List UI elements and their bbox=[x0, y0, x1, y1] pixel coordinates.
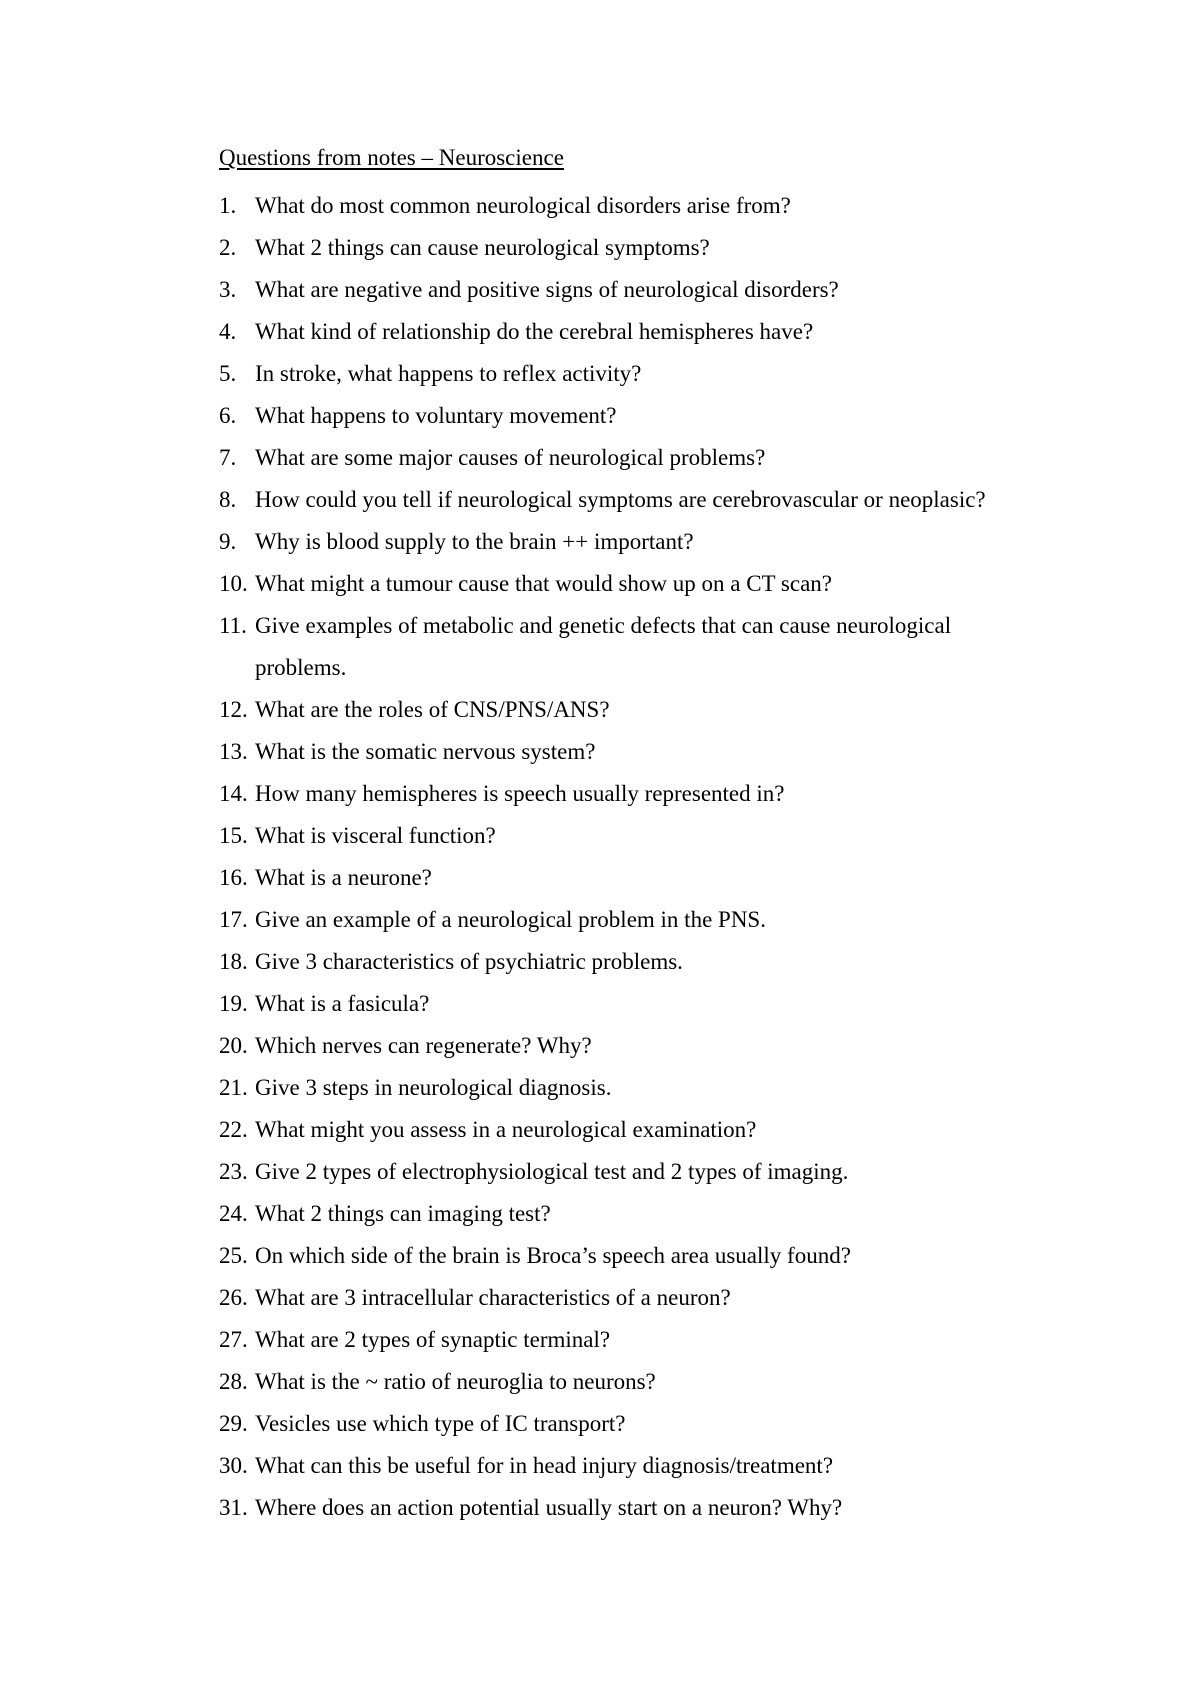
question-text: What can this be useful for in head injury diagnosis/treatment? bbox=[255, 1453, 834, 1478]
question-number: 4. bbox=[219, 319, 237, 344]
question-number: 24. bbox=[219, 1201, 248, 1226]
question-text: What is visceral function? bbox=[255, 823, 496, 848]
question-number: 5. bbox=[219, 361, 237, 386]
question-number: 2. bbox=[219, 235, 237, 260]
question-text: What is a fasicula? bbox=[255, 991, 430, 1016]
question-item bbox=[219, 857, 1039, 899]
question-item bbox=[219, 899, 1039, 941]
question-item bbox=[219, 521, 1039, 563]
question-number: 28. bbox=[219, 1369, 248, 1394]
question-item bbox=[219, 395, 1039, 437]
question-text: How many hemispheres is speech usually represented in? bbox=[255, 781, 785, 806]
question-text: What is the somatic nervous system? bbox=[255, 739, 596, 764]
question-number: 7. bbox=[219, 445, 237, 470]
question-number: 12. bbox=[219, 697, 248, 722]
question-item bbox=[219, 437, 1039, 479]
question-text: What are 2 types of synaptic terminal? bbox=[255, 1327, 611, 1352]
question-number: 20. bbox=[219, 1033, 248, 1058]
question-number: 30. bbox=[219, 1453, 248, 1478]
question-text: What 2 things can imaging test? bbox=[255, 1201, 551, 1226]
question-number: 22. bbox=[219, 1117, 248, 1142]
question-text: Give examples of metabolic and genetic defects that can cause neurological problems. bbox=[255, 613, 952, 680]
question-item bbox=[219, 1361, 1039, 1403]
question-item bbox=[219, 479, 1039, 521]
question-text: What kind of relationship do the cerebral hemispheres have? bbox=[255, 319, 814, 344]
question-item bbox=[219, 269, 1039, 311]
question-item bbox=[219, 773, 1039, 815]
question-item bbox=[219, 1403, 1039, 1445]
question-item bbox=[219, 1151, 1039, 1193]
question-number: 10. bbox=[219, 571, 248, 596]
question-item bbox=[219, 731, 1039, 773]
question-number: 29. bbox=[219, 1411, 248, 1436]
question-item bbox=[219, 227, 1039, 269]
question-item bbox=[219, 941, 1039, 983]
question-item bbox=[219, 1235, 1039, 1277]
question-item bbox=[219, 815, 1039, 857]
question-number: 26. bbox=[219, 1285, 248, 1310]
question-text: What 2 things can cause neurological symptoms? bbox=[255, 235, 710, 260]
question-number: 25. bbox=[219, 1243, 248, 1268]
question-text: What is a neurone? bbox=[255, 865, 432, 890]
question-item bbox=[219, 1487, 1039, 1529]
question-item bbox=[219, 1025, 1039, 1067]
question-item bbox=[219, 1319, 1039, 1361]
question-number: 21. bbox=[219, 1075, 248, 1100]
question-number: 27. bbox=[219, 1327, 248, 1352]
question-number: 1. bbox=[219, 193, 237, 218]
question-text: Which nerves can regenerate? Why? bbox=[255, 1033, 592, 1058]
question-number: 19. bbox=[219, 991, 248, 1016]
question-number: 14. bbox=[219, 781, 248, 806]
question-text: What are negative and positive signs of neurological disorders? bbox=[255, 277, 839, 302]
question-text: Give an example of a neurological problem in the PNS. bbox=[255, 907, 766, 932]
question-text: What are the roles of CNS/PNS/ANS? bbox=[255, 697, 610, 722]
question-number: 13. bbox=[219, 739, 248, 764]
question-item bbox=[219, 185, 1039, 227]
question-text: What do most common neurological disorders arise from? bbox=[255, 193, 791, 218]
question-text: What are 3 intracellular characteristics of a neuron? bbox=[255, 1285, 731, 1310]
question-item bbox=[219, 1109, 1039, 1151]
question-text: Give 3 characteristics of psychiatric problems. bbox=[255, 949, 683, 974]
question-item bbox=[219, 1193, 1039, 1235]
question-item bbox=[219, 1277, 1039, 1319]
question-text: What are some major causes of neurological problems? bbox=[255, 445, 766, 470]
question-item bbox=[219, 563, 1039, 605]
question-number: 3. bbox=[219, 277, 237, 302]
question-text: Why is blood supply to the brain ++ important? bbox=[255, 529, 694, 554]
question-item bbox=[219, 1067, 1039, 1109]
question-text: What might a tumour cause that would show up on a CT scan? bbox=[255, 571, 833, 596]
question-text: On which side of the brain is Broca’s speech area usually found? bbox=[255, 1243, 851, 1268]
question-text: Where does an action potential usually start on a neuron? Why? bbox=[255, 1495, 843, 1520]
question-item bbox=[219, 689, 1039, 731]
question-list bbox=[219, 185, 1039, 1529]
question-number: 17. bbox=[219, 907, 248, 932]
question-text: Vesicles use which type of IC transport? bbox=[255, 1411, 626, 1436]
question-item bbox=[219, 1445, 1039, 1487]
question-number: 16. bbox=[219, 865, 248, 890]
question-text: What happens to voluntary movement? bbox=[255, 403, 617, 428]
question-number: 31. bbox=[219, 1495, 248, 1520]
question-text: Give 2 types of electrophysiological test and 2 types of imaging. bbox=[255, 1159, 849, 1184]
document-title: Questions from notes – Neuroscience bbox=[219, 145, 564, 170]
question-text: What is the ~ ratio of neuroglia to neurons? bbox=[255, 1369, 656, 1394]
question-number: 18. bbox=[219, 949, 248, 974]
question-number: 15. bbox=[219, 823, 248, 848]
question-item bbox=[219, 353, 1039, 395]
question-number: 8. bbox=[219, 487, 237, 512]
question-item bbox=[219, 311, 1039, 353]
question-text: What might you assess in a neurological examination? bbox=[255, 1117, 757, 1142]
question-item bbox=[219, 983, 1039, 1025]
question-number: 11. bbox=[219, 613, 247, 638]
question-number: 23. bbox=[219, 1159, 248, 1184]
question-text: In stroke, what happens to reflex activity? bbox=[255, 361, 642, 386]
question-number: 6. bbox=[219, 403, 237, 428]
question-item bbox=[219, 605, 1039, 689]
question-number: 9. bbox=[219, 529, 237, 554]
question-text: How could you tell if neurological symptoms are cerebrovascular or neoplasic? bbox=[255, 487, 986, 512]
question-text: Give 3 steps in neurological diagnosis. bbox=[255, 1075, 612, 1100]
